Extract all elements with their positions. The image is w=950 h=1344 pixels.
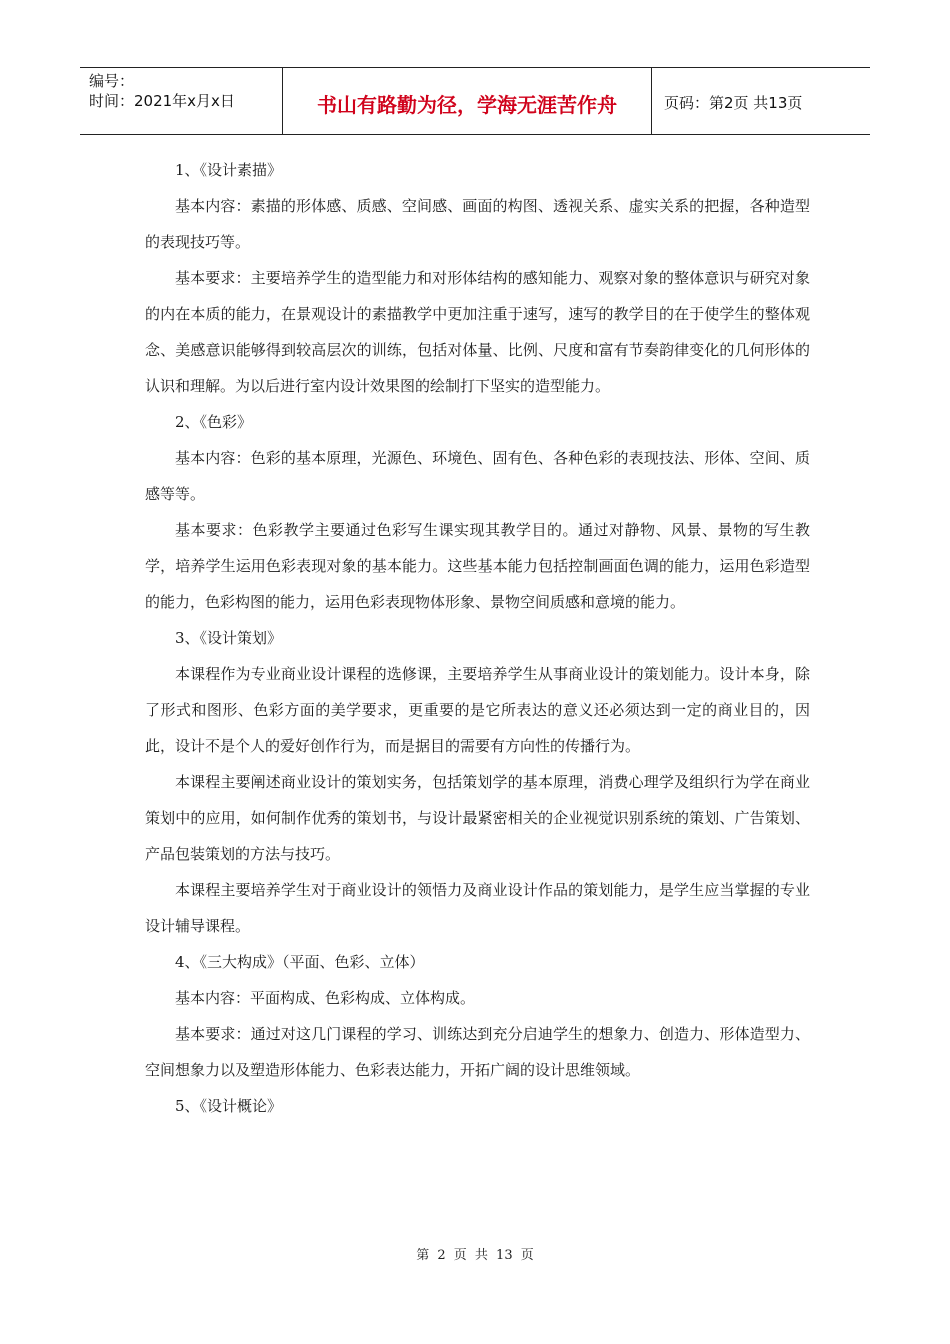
- paragraph: 基本要求：色彩教学主要通过色彩写生课实现其教学目的。通过对静物、风景、景物的写生教学，培养学生运用色彩表现对象的基本能力。这些基本能力包括控制画面色调的能力，运用色彩造型的能力，色彩构图的能力，运用色彩表现物体形象、景物空间质感和意境的能力。: [145, 521, 810, 611]
- page-footer: 第 2 页 共 13 页: [416, 1248, 534, 1263]
- header-meta: [80, 68, 283, 134]
- document-date: 时间：2021年x月x日: [89, 92, 235, 110]
- section-heading: 1、《设计素描》: [175, 161, 283, 179]
- header-page-number: 页码：第2页 共13页: [664, 93, 803, 112]
- document-number: 编号：: [89, 72, 135, 90]
- paragraph: 基本要求：主要培养学生的造型能力和对形体结构的感知能力、观察对象的整体意识与研究对象的内在本质的能力，在景观设计的素描教学中更加注重于速写，速写的教学目的在于使学生的整体观念、美感意识能够得到较高层次的训练，包括对体量、比例、尺度和富有节奏韵律变化的几何形体的认识和理解。为以后进行室内设计效果图的绘制打下坚实的造型能力。: [145, 269, 810, 395]
- paragraph: 基本内容：平面构成、色彩构成、立体构成。: [175, 989, 476, 1007]
- paragraph: 基本内容：素描的形体感、质感、空间感、画面的构图、透视关系、虚实关系的把握，各种造型的表现技巧等。: [145, 197, 810, 251]
- section-heading: 3、《设计策划》: [175, 629, 283, 647]
- paragraph: 基本内容：色彩的基本原理，光源色、环境色、固有色、各种色彩的表现技法、形体、空间、质感等等。: [145, 449, 810, 503]
- paragraph: 本课程主要培养学生对于商业设计的领悟力及商业设计作品的策划能力，是学生应当掌握的专业设计辅导课程。: [145, 881, 810, 935]
- paragraph: 基本要求：通过对这几门课程的学习、训练达到充分启迪学生的想象力、创造力、形体造型力、空间想象力以及塑造形体能力、色彩表达能力，开拓广阔的设计思维领域。: [145, 1025, 810, 1079]
- header-motto: 书山有路勤为径，学海无涯苦作舟: [283, 68, 652, 134]
- document-header: [80, 67, 870, 135]
- section-heading: 2、《色彩》: [175, 413, 253, 431]
- document-body: [145, 152, 810, 1124]
- section-heading: 5、《设计概论》: [175, 1097, 283, 1115]
- paragraph: 本课程主要阐述商业设计的策划实务，包括策划学的基本原理，消费心理学及组织行为学在商业策划中的应用，如何制作优秀的策划书，与设计最紧密相关的企业视觉识别系统的策划、广告策划、产品包装策划的方法与技巧。: [145, 773, 810, 863]
- section-heading: 4、《三大构成》（平面、色彩、立体）: [175, 953, 425, 971]
- paragraph: 本课程作为专业商业设计课程的选修课，主要培养学生从事商业设计的策划能力。设计本身，除了形式和图形、色彩方面的美学要求，更重要的是它所表达的意义还必须达到一定的商业目的，因此，设计不是个人的爱好创作行为，而是据目的需要有方向性的传播行为。: [145, 665, 810, 755]
